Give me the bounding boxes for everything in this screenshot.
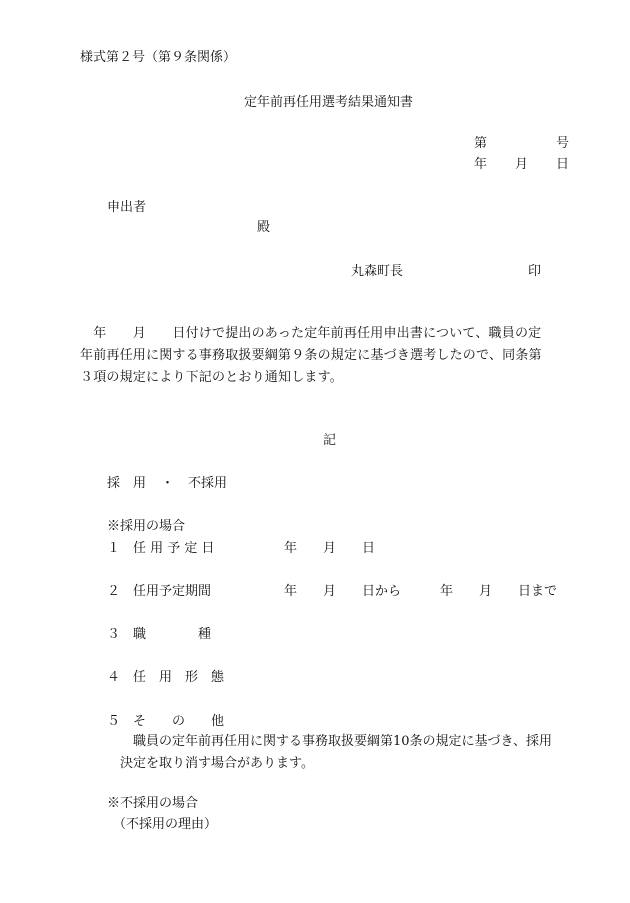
- item-value: 年 月 日: [284, 541, 376, 556]
- choice-reject: 不採用: [188, 476, 228, 491]
- issuer-seal: 印: [528, 264, 542, 279]
- item-label: 任 用 形 態: [133, 670, 225, 685]
- page-title: 定年前再任用選考結果通知書: [244, 95, 414, 110]
- doc-number-suffix: 号: [556, 136, 570, 151]
- rejected-header: ※不採用の場合: [107, 796, 199, 811]
- item-number: ４: [107, 670, 121, 685]
- rejected-reason: （不採用の理由）: [113, 817, 218, 832]
- form-label: 様式第２号（第９条関係）: [80, 50, 237, 65]
- doc-date-month: 月: [515, 157, 529, 172]
- item-number: ３: [107, 627, 121, 642]
- other-note: 職員の定年前再任用に関する事務取扱要綱第10条の規定に基づき、採用決定を取り消す場合があります。: [120, 734, 553, 771]
- item-label: 職 種: [133, 627, 212, 642]
- applicant-honorific: 殿: [257, 220, 271, 235]
- body-paragraph: 年 月 日付けで提出のあった定年前再任用申出書について、職員の定年前再任用に関する事務取扱要綱第９条の規定に基づき選考したので、同条第３項の規定により下記のとおり通知します。: [80, 326, 542, 385]
- choice-adopt: 採 用: [107, 476, 147, 491]
- item-number: ２: [107, 584, 121, 599]
- item-label: 任用予定期間: [133, 584, 212, 599]
- doc-date-year: 年: [474, 157, 488, 172]
- item-label: 任 用 予 定 日: [133, 541, 215, 556]
- item-number: ５: [107, 714, 121, 729]
- doc-number-prefix: 第: [474, 136, 488, 151]
- item-label: そ の 他: [133, 714, 225, 729]
- adopted-header: ※採用の場合: [107, 519, 186, 534]
- doc-date-day: 日: [556, 157, 570, 172]
- ki-heading: 記: [323, 433, 337, 448]
- item-number: １: [107, 541, 121, 556]
- issuer-name: 丸森町長: [351, 264, 404, 279]
- item-value: 年 月 日から 年 月 日まで: [284, 584, 558, 599]
- applicant-label: 申出者: [107, 200, 147, 215]
- choice-dot: ・: [161, 476, 175, 491]
